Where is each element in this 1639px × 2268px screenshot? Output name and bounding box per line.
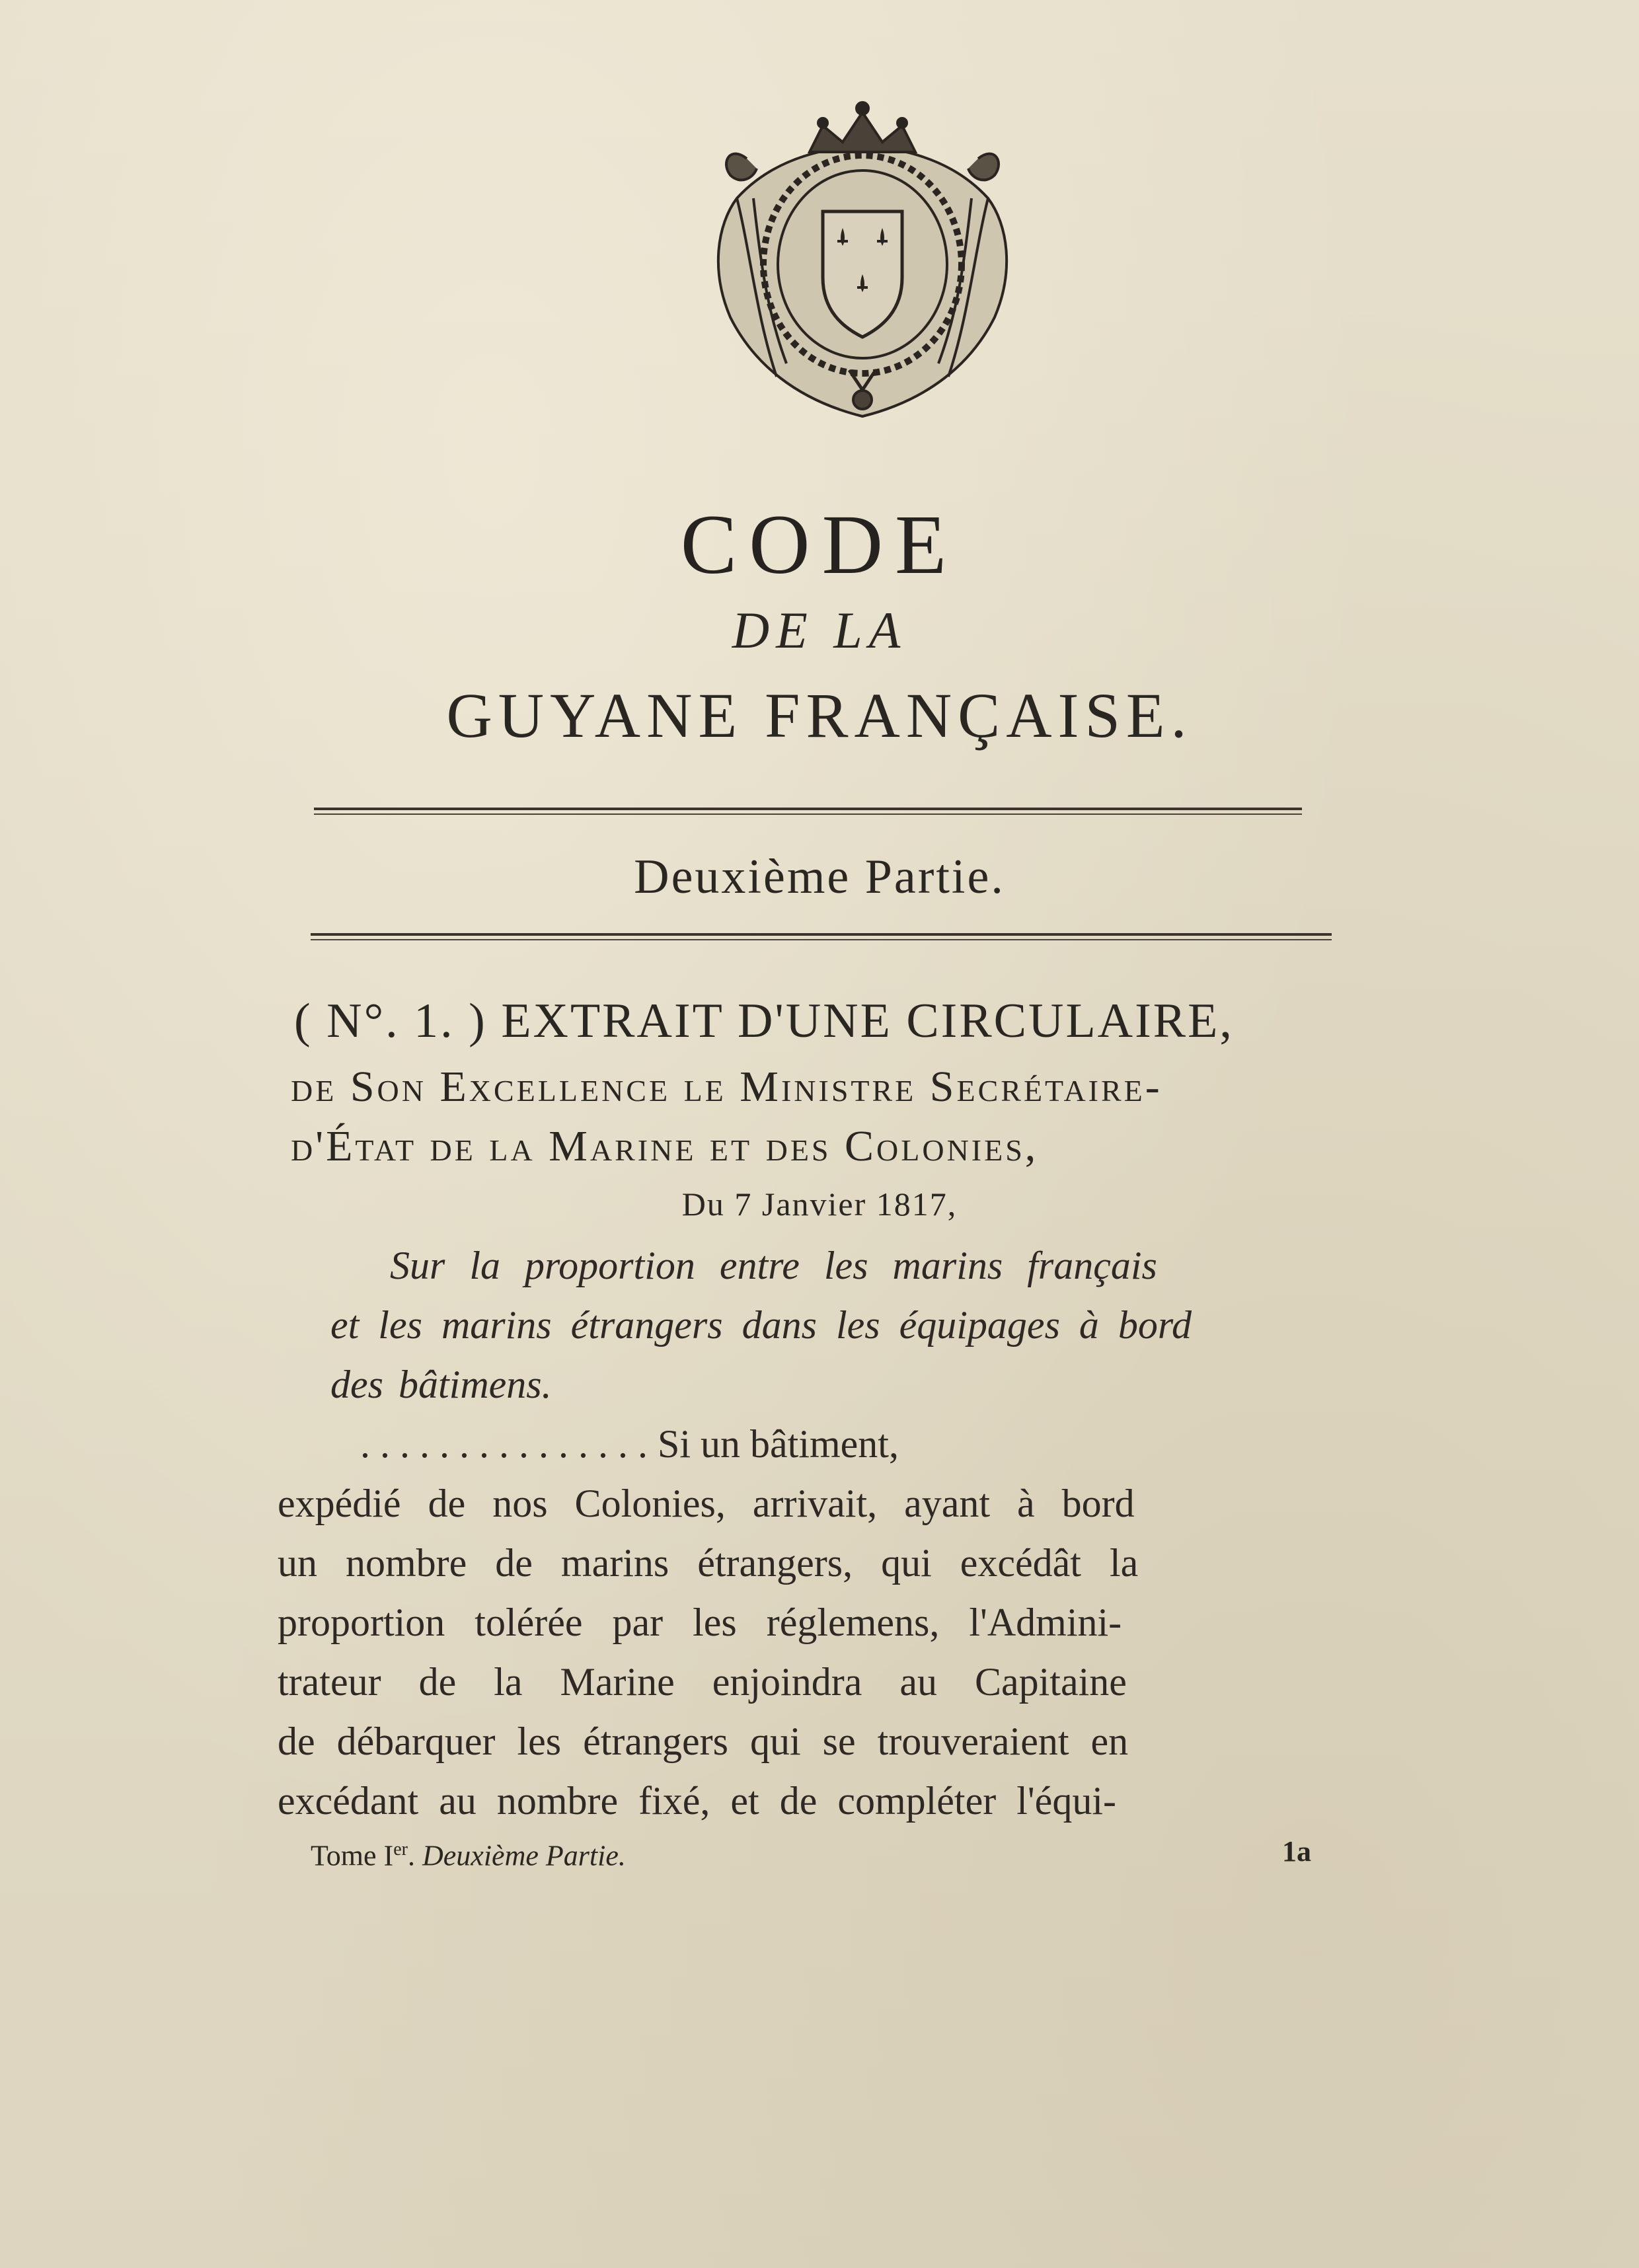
subject-line: et les marins étrangers dans les équipages à bord (330, 1303, 1192, 1347)
body-text-line: expédié de nos Colonies, arrivait, ayant à bord (278, 1482, 1135, 1525)
signature-mark: 1a (1282, 1835, 1311, 1868)
document-title-connector: DE LA (732, 601, 907, 659)
body-text-line: de débarquer les étrangers qui se trouveraient en (278, 1720, 1129, 1763)
volume-part: Deuxième Partie. (422, 1839, 626, 1872)
body-text-line: trateur de la Marine enjoindra au Capitaine (278, 1660, 1127, 1704)
volume-superscript: er (393, 1839, 408, 1860)
body-text-line: un nombre de marins étrangers, qui excédât la (278, 1541, 1139, 1585)
double-rule-divider (314, 808, 1302, 817)
volume-footer (311, 1840, 626, 1871)
circular-date: Du 7 Janvier 1817, (681, 1186, 958, 1223)
subject-line: Sur la proportion entre les marins français (390, 1244, 1157, 1287)
part-heading: Deuxième Partie. (634, 850, 1005, 904)
double-rule-divider (311, 933, 1332, 942)
body-text-line: . . . . . . . . . . . . . . . Si un bâtiment, (360, 1422, 899, 1466)
volume-separator: . (407, 1839, 422, 1872)
document-title: CODE (680, 498, 959, 591)
section-heading-line: d'État de la Marine et des Colonies, (291, 1122, 1039, 1170)
section-heading: ( N°. 1. ) EXTRAIT D'UNE CIRCULAIRE, (294, 994, 1234, 1048)
body-text-line: excédant au nombre fixé, et de compléter l'équi- (278, 1779, 1116, 1823)
section-heading-line: de Son Excellence le Ministre Secrétaire- (291, 1063, 1163, 1111)
volume-prefix: Tome I (311, 1839, 394, 1872)
document-subtitle: GUYANE FRANÇAISE. (446, 680, 1193, 751)
royal-coat-of-arms-icon (691, 99, 1034, 430)
subject-line: des bâtimens. (330, 1363, 552, 1406)
body-text-line: proportion tolérée par les réglemens, l'Admini- (278, 1601, 1122, 1644)
